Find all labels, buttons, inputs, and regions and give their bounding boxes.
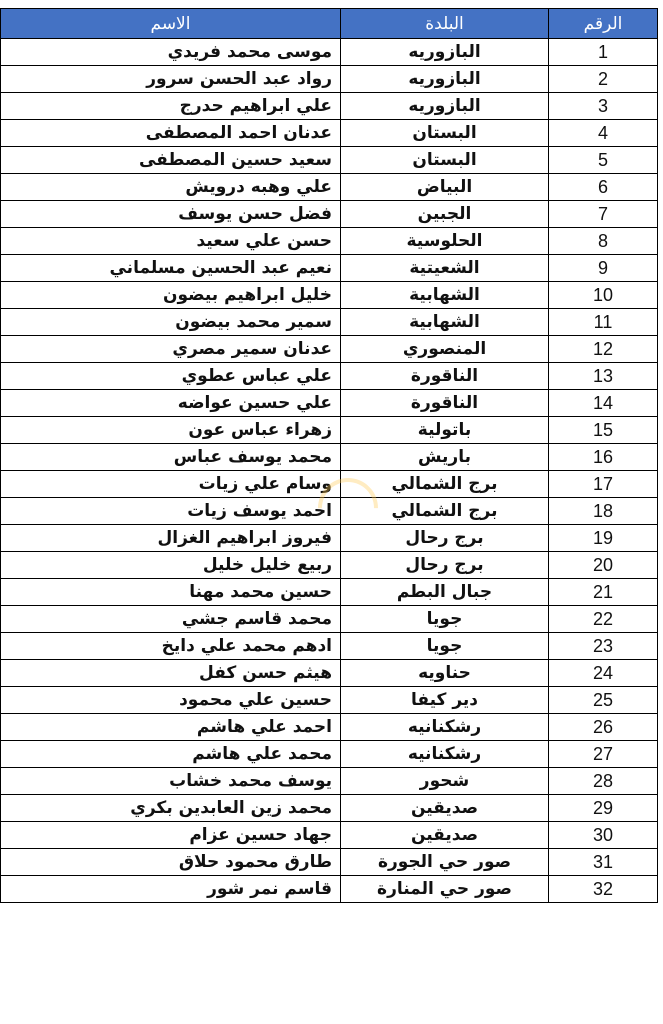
row-number: 7 bbox=[549, 201, 658, 228]
row-name: فضل حسن يوسف bbox=[1, 201, 341, 228]
table-row bbox=[1, 471, 658, 498]
row-town: الناقورة bbox=[341, 390, 549, 417]
row-name: سعيد حسين المصطفى bbox=[1, 147, 341, 174]
row-town: البازوريه bbox=[341, 39, 549, 66]
row-town: برج الشمالي bbox=[341, 471, 549, 498]
row-number: 32 bbox=[549, 876, 658, 903]
table-row bbox=[1, 768, 658, 795]
row-number: 22 bbox=[549, 606, 658, 633]
table-row bbox=[1, 417, 658, 444]
row-town: الشهابية bbox=[341, 309, 549, 336]
row-name: عدنان سمير مصري bbox=[1, 336, 341, 363]
row-name: احمد علي هاشم bbox=[1, 714, 341, 741]
table-row bbox=[1, 822, 658, 849]
row-town: شحور bbox=[341, 768, 549, 795]
table-row bbox=[1, 876, 658, 903]
table-row bbox=[1, 660, 658, 687]
table-row bbox=[1, 363, 658, 390]
row-town: الشعيتية bbox=[341, 255, 549, 282]
row-town: الناقورة bbox=[341, 363, 549, 390]
table-row bbox=[1, 498, 658, 525]
row-number: 9 bbox=[549, 255, 658, 282]
row-number: 3 bbox=[549, 93, 658, 120]
row-number: 26 bbox=[549, 714, 658, 741]
table-row bbox=[1, 552, 658, 579]
header-row bbox=[1, 9, 658, 39]
row-town: الجبين bbox=[341, 201, 549, 228]
row-town: البستان bbox=[341, 147, 549, 174]
row-name: محمد علي هاشم bbox=[1, 741, 341, 768]
row-number: 8 bbox=[549, 228, 658, 255]
row-name: وسام علي زيات bbox=[1, 471, 341, 498]
row-name: محمد يوسف عباس bbox=[1, 444, 341, 471]
row-number: 21 bbox=[549, 579, 658, 606]
row-town: البستان bbox=[341, 120, 549, 147]
row-number: 13 bbox=[549, 363, 658, 390]
row-number: 27 bbox=[549, 741, 658, 768]
header-town: البلدة bbox=[341, 9, 549, 39]
table-row bbox=[1, 120, 658, 147]
row-name: جهاد حسين عزام bbox=[1, 822, 341, 849]
row-name: علي ابراهيم حدرج bbox=[1, 93, 341, 120]
row-number: 29 bbox=[549, 795, 658, 822]
table-row bbox=[1, 66, 658, 93]
row-name: رواد عبد الحسن سرور bbox=[1, 66, 341, 93]
row-number: 18 bbox=[549, 498, 658, 525]
table-row bbox=[1, 687, 658, 714]
row-town: جويا bbox=[341, 606, 549, 633]
row-town: البازوريه bbox=[341, 66, 549, 93]
row-name: علي عباس عطوي bbox=[1, 363, 341, 390]
header-name: الاسم bbox=[1, 9, 341, 39]
table-row bbox=[1, 174, 658, 201]
row-town: جويا bbox=[341, 633, 549, 660]
row-name: محمد قاسم جشي bbox=[1, 606, 341, 633]
table-row bbox=[1, 714, 658, 741]
row-number: 20 bbox=[549, 552, 658, 579]
table-row bbox=[1, 633, 658, 660]
row-number: 28 bbox=[549, 768, 658, 795]
row-town: صور حي الجورة bbox=[341, 849, 549, 876]
table-row bbox=[1, 93, 658, 120]
row-number: 1 bbox=[549, 39, 658, 66]
row-number: 23 bbox=[549, 633, 658, 660]
table-row bbox=[1, 795, 658, 822]
table-row bbox=[1, 282, 658, 309]
row-town: باريش bbox=[341, 444, 549, 471]
table-row bbox=[1, 579, 658, 606]
row-name: موسى محمد فريدي bbox=[1, 39, 341, 66]
row-town: الشهابية bbox=[341, 282, 549, 309]
row-town: رشكنانيه bbox=[341, 741, 549, 768]
row-number: 31 bbox=[549, 849, 658, 876]
table-row bbox=[1, 309, 658, 336]
row-number: 5 bbox=[549, 147, 658, 174]
row-number: 17 bbox=[549, 471, 658, 498]
table-row bbox=[1, 606, 658, 633]
table-row bbox=[1, 255, 658, 282]
row-town: رشكنانيه bbox=[341, 714, 549, 741]
table-header bbox=[1, 9, 658, 39]
row-number: 14 bbox=[549, 390, 658, 417]
row-number: 24 bbox=[549, 660, 658, 687]
table-row bbox=[1, 741, 658, 768]
row-number: 30 bbox=[549, 822, 658, 849]
row-town: برج رحال bbox=[341, 525, 549, 552]
row-name: ربيع خليل خليل bbox=[1, 552, 341, 579]
row-number: 4 bbox=[549, 120, 658, 147]
row-town: صور حي المنارة bbox=[341, 876, 549, 903]
row-town: البازوريه bbox=[341, 93, 549, 120]
row-name: طارق محمود حلاق bbox=[1, 849, 341, 876]
row-name: محمد زين العابدين بكري bbox=[1, 795, 341, 822]
row-name: نعيم عبد الحسين مسلماني bbox=[1, 255, 341, 282]
table-row bbox=[1, 39, 658, 66]
row-town: الحلوسية bbox=[341, 228, 549, 255]
row-town: حناويه bbox=[341, 660, 549, 687]
row-number: 12 bbox=[549, 336, 658, 363]
row-town: باتولية bbox=[341, 417, 549, 444]
row-name: علي حسين عواضه bbox=[1, 390, 341, 417]
row-town: جبال البطم bbox=[341, 579, 549, 606]
header-number: الرقم bbox=[549, 9, 658, 39]
row-town: برج الشمالي bbox=[341, 498, 549, 525]
row-name: حسين علي محمود bbox=[1, 687, 341, 714]
row-name: فيروز ابراهيم الغزال bbox=[1, 525, 341, 552]
row-name: حسن علي سعيد bbox=[1, 228, 341, 255]
names-table bbox=[0, 8, 658, 903]
row-name: حسين محمد مهنا bbox=[1, 579, 341, 606]
row-name: يوسف محمد خشاب bbox=[1, 768, 341, 795]
row-town: المنصوري bbox=[341, 336, 549, 363]
spreadsheet-table-container bbox=[0, 8, 657, 903]
table-row bbox=[1, 444, 658, 471]
row-town: صديقين bbox=[341, 822, 549, 849]
row-number: 6 bbox=[549, 174, 658, 201]
row-name: احمد يوسف زيات bbox=[1, 498, 341, 525]
table-row bbox=[1, 849, 658, 876]
table-row bbox=[1, 201, 658, 228]
row-name: عدنان احمد المصطفى bbox=[1, 120, 341, 147]
row-town: البياض bbox=[341, 174, 549, 201]
row-name: زهراء عباس عون bbox=[1, 417, 341, 444]
row-number: 2 bbox=[549, 66, 658, 93]
table-row bbox=[1, 525, 658, 552]
table-row bbox=[1, 390, 658, 417]
row-name: سمير محمد بيضون bbox=[1, 309, 341, 336]
row-name: هيثم حسن كفل bbox=[1, 660, 341, 687]
table-body bbox=[1, 39, 658, 903]
row-number: 11 bbox=[549, 309, 658, 336]
table-row bbox=[1, 336, 658, 363]
row-town: دير كيفا bbox=[341, 687, 549, 714]
row-number: 10 bbox=[549, 282, 658, 309]
table-row bbox=[1, 228, 658, 255]
row-name: قاسم نمر شور bbox=[1, 876, 341, 903]
row-number: 15 bbox=[549, 417, 658, 444]
row-name: علي وهبه درويش bbox=[1, 174, 341, 201]
row-town: برج رحال bbox=[341, 552, 549, 579]
row-name: ادهم محمد علي دايخ bbox=[1, 633, 341, 660]
row-number: 25 bbox=[549, 687, 658, 714]
row-town: صديقين bbox=[341, 795, 549, 822]
row-name: خليل ابراهيم بيضون bbox=[1, 282, 341, 309]
row-number: 19 bbox=[549, 525, 658, 552]
row-number: 16 bbox=[549, 444, 658, 471]
table-row bbox=[1, 147, 658, 174]
